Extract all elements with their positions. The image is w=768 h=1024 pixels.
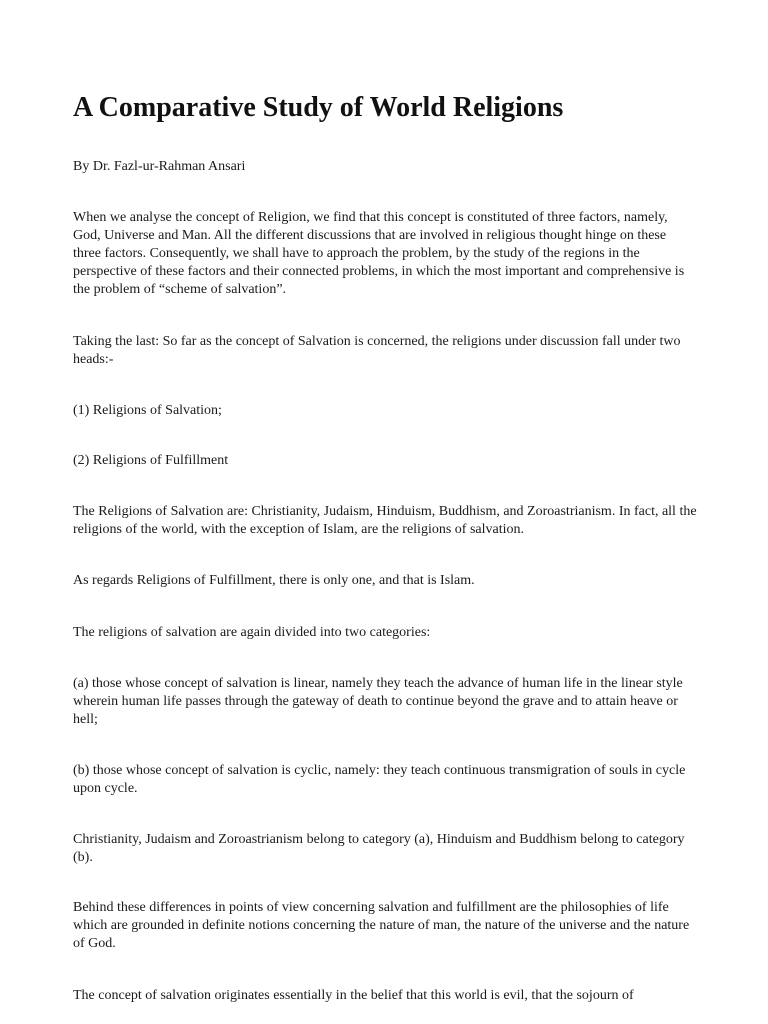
paragraph-category-membership: Christianity, Judaism and Zoroastrianism belong to category (a), Hinduism and Buddhism belong to category (b).: [73, 832, 685, 865]
list-item-religions-of-fulfillment: (2) Religions of Fulfillment: [73, 453, 229, 468]
paragraph-concept-of-salvation: The concept of salvation originates essentially in the belief that this world is evil, that the sojourn of: [73, 988, 634, 1003]
paragraph-intro: When we analyse the concept of Religion, we find that this concept is constituted of three factors, namely, God, Universe and Man. All the different discussions that are involved in religious thought hinge on these three factors. Consequently, we shall have to approach the problem, by the study of the regions in the perspective of these factors and their connected problems, in which the most important and comprehensive is the problem of “scheme of salvation”.: [73, 210, 685, 297]
paragraph-two-categories: The religions of salvation are again divided into two categories:: [73, 625, 431, 640]
document-title: A Comparative Study of World Religions: [73, 92, 564, 123]
list-item-religions-of-salvation: (1) Religions of Salvation;: [73, 403, 222, 418]
paragraph-religions-of-salvation: The Religions of Salvation are: Christianity, Judaism, Hinduism, Buddhism, and Zoroastrianism. In fact, all the religions of the world, with the exception of Islam, are the religions of salvation.: [73, 504, 697, 537]
paragraph-taking-the-last: Taking the last: So far as the concept of Salvation is concerned, the religions under discussion fall under two heads:-: [73, 334, 681, 367]
paragraph-fulfillment: As regards Religions of Fulfillment, there is only one, and that is Islam.: [73, 573, 475, 588]
author-byline: By Dr. Fazl-ur-Rahman Ansari: [73, 159, 246, 174]
paragraph-philosophies: Behind these differences in points of view concerning salvation and fulfillment are the philosophies of life which are grounded in definite notions concerning the nature of man, the nature of the universe and the nature of God.: [73, 900, 690, 951]
list-item-category-b: (b) those whose concept of salvation is cyclic, namely: they teach continuous transmigration of souls in cycle upon cycle.: [73, 763, 686, 796]
list-item-category-a: (a) those whose concept of salvation is linear, namely they teach the advance of human life in the linear style wherein human life passes through the gateway of death to continue beyond the grave and to attain heave or hell;: [73, 676, 683, 727]
